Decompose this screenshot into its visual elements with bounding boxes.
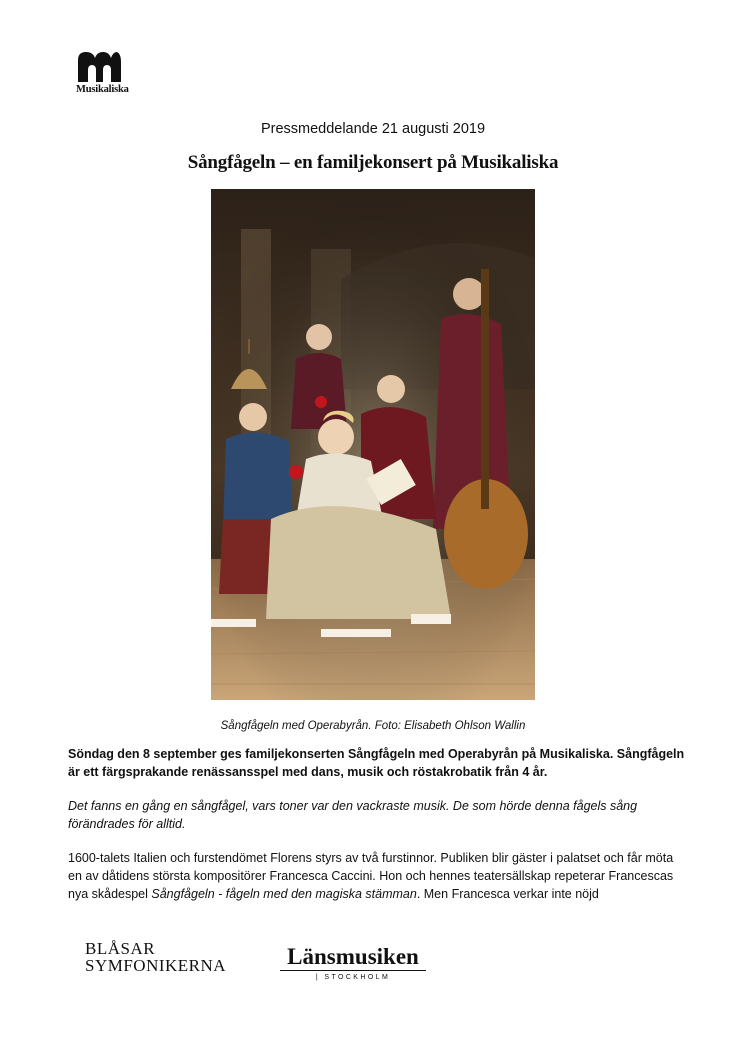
sponsor1-line1: BLÅSAR: [85, 939, 156, 958]
sponsor2-name: Länsmusiken: [280, 945, 426, 971]
body-text-a: 1600-talets Italien och furstendömet Florens styrs av två furstinnor. Publiken blir gäster i palatset och får möta en av dåtidens största kompositörer Francesca Caccini. Hon och hennes teatersällskap repeterar Francescas nya skådespel: [68, 851, 674, 901]
logo-text: Musikaliska: [76, 84, 129, 95]
body-text-b: . Men Francesca verkar inte nöjd: [416, 887, 599, 901]
musikaliska-logo-icon: [76, 50, 122, 82]
body-paragraph: [68, 849, 688, 903]
sponsor1-line2: SYMFONIKERNA: [85, 956, 227, 975]
intro-paragraph: Det fanns en gång en sångfågel, vars toner var den vackraste musik. De som hörde denna fågels sång förändrades för alltid.: [68, 799, 638, 831]
dateline: Pressmeddelande 21 augusti 2019: [260, 121, 486, 137]
page-title: Sångfågeln – en familjekonsert på Musikaliska: [187, 152, 559, 173]
lansmusiken-logo: [280, 945, 426, 981]
photo-caption: Sångfågeln med Operabyrån. Foto: Elisabeth Ohlson Wallin: [220, 720, 526, 732]
sponsor2-sub: | STOCKHOLM: [315, 974, 391, 981]
play-title: Sångfågeln - fågeln med den magiska stämman: [151, 887, 417, 901]
lead-paragraph: Söndag den 8 september ges familjekonserten Sångfågeln med Operabyrån på Musikaliska. Sångfågeln är ett färgsprakande renässansspel med dans, musik och röstakrobatik från 4 år.: [68, 747, 685, 779]
blasarsymfonikerna-logo: [85, 940, 226, 974]
stage-photo: [211, 189, 535, 700]
musikaliska-logo: [76, 50, 134, 95]
